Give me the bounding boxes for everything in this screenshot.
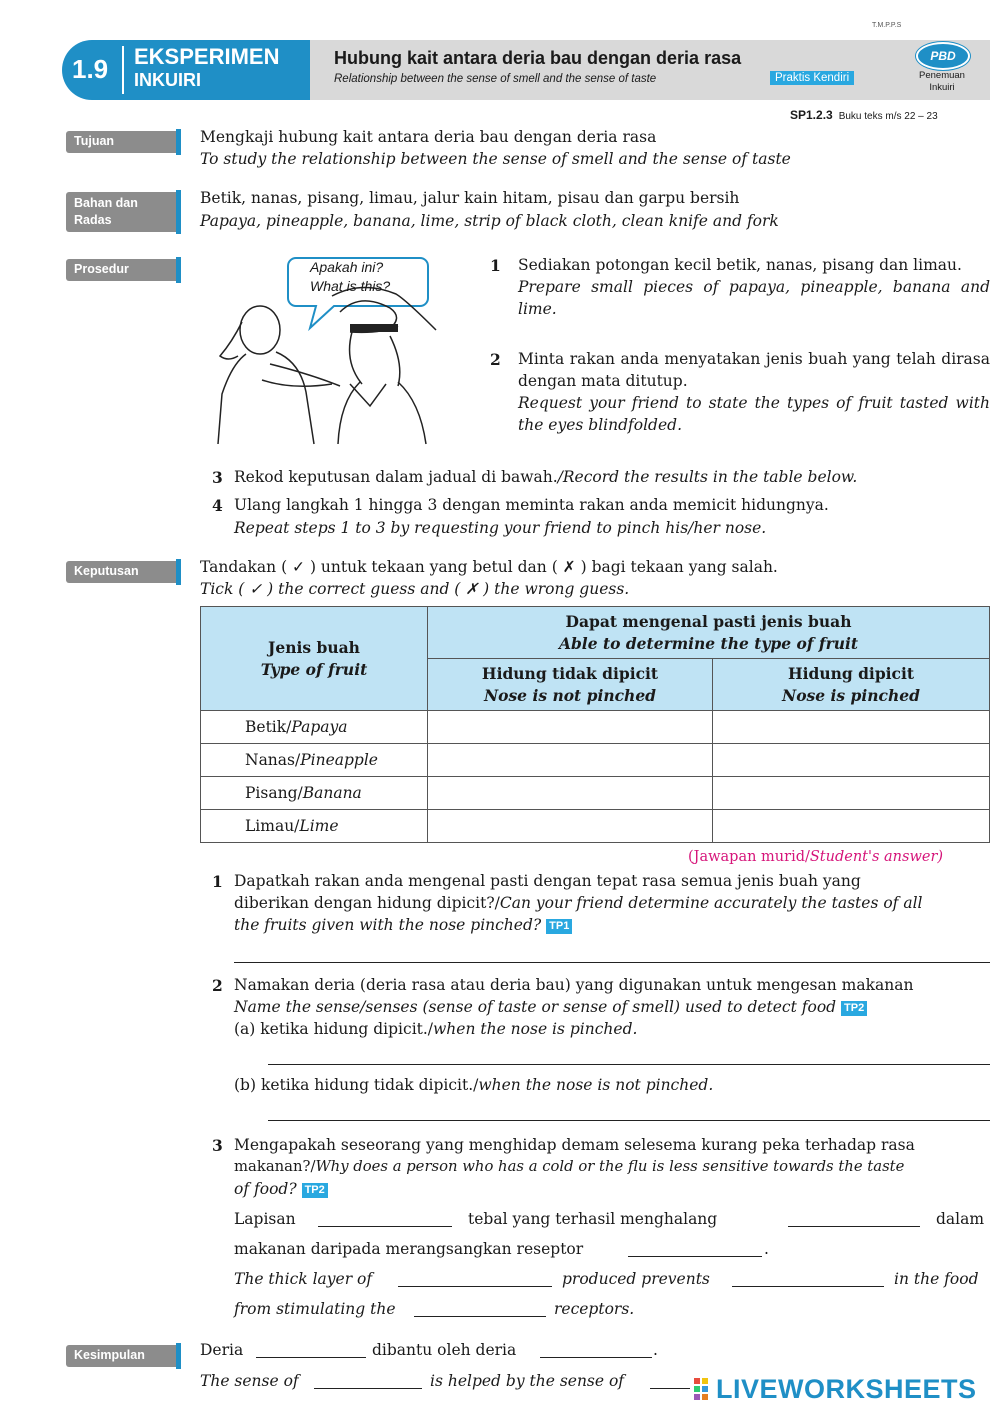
fruit-ms: Limau/ xyxy=(245,817,300,835)
col1-en: Type of fruit xyxy=(260,659,368,679)
fruit-ms: Pisang/ xyxy=(245,784,303,802)
q3-fill-ms-1: Lapisan xyxy=(234,1210,296,1228)
table-row xyxy=(201,744,990,777)
answer-cell[interactable] xyxy=(713,711,990,744)
pbd-caption-1: Penemuan xyxy=(919,70,965,81)
q2a-en: when the nose is pinched. xyxy=(433,1020,638,1038)
fill-blank[interactable] xyxy=(318,1226,452,1227)
activity-type-line1: EKSPERIMEN xyxy=(134,44,280,69)
answer-line[interactable] xyxy=(268,1120,990,1121)
table-row xyxy=(201,810,990,843)
step-3-ms: Rekod keputusan dalam jadual di bawah. xyxy=(234,468,558,486)
answer-cell[interactable] xyxy=(713,744,990,777)
fruit-en: Lime xyxy=(299,817,339,835)
tp-badge: TP1 xyxy=(546,919,572,934)
fill-blank[interactable] xyxy=(732,1286,884,1287)
sub-header-not-pinched xyxy=(428,659,713,711)
question-number: 3 xyxy=(212,1136,223,1155)
sub2-en: Nose is pinched xyxy=(782,685,920,705)
step-3-en: /Record the results in the table below. xyxy=(557,468,858,486)
fill-blank[interactable] xyxy=(414,1316,546,1317)
q3-en: Why does a person who has a cold or the flu is less sensitive towards the taste xyxy=(315,1158,905,1175)
answer-note xyxy=(688,846,943,868)
q1-en: Can your friend determine accurately the tastes of all xyxy=(499,894,923,912)
q3-fill-ms-4: makanan daripada merangsangkan reseptor xyxy=(234,1240,584,1258)
reference xyxy=(790,108,938,122)
fruit-cell xyxy=(201,810,428,843)
results-table xyxy=(200,606,990,843)
sub-header-pinched xyxy=(713,659,990,711)
praktis-badge: Praktis Kendiri xyxy=(770,71,854,85)
kesimpulan-ms-2: dibantu oleh deria xyxy=(372,1341,517,1359)
q2a xyxy=(234,1018,637,1040)
q2-en-text: Name the sense/senses (sense of taste or sense of smell) used to detect food xyxy=(234,998,837,1016)
tp-badge: TP2 xyxy=(302,1183,328,1198)
label-keputusan: Keputusan xyxy=(66,561,176,583)
col1-ms: Jenis buah xyxy=(268,637,360,657)
q3-ms: makanan?/ xyxy=(234,1158,316,1175)
step-2-ms: Minta rakan anda menyatakan jenis buah yang telah dirasa dengan mata ditutup. xyxy=(518,350,990,390)
activity-type-line2: INKUIRI xyxy=(134,70,201,90)
q3-line3 xyxy=(234,1178,328,1200)
label-bar xyxy=(176,129,181,155)
fill-blank[interactable] xyxy=(788,1226,920,1227)
step-4-en: Repeat steps 1 to 3 by requesting your friend to pinch his/her nose. xyxy=(234,519,767,537)
badge-divider xyxy=(122,46,124,94)
label-bar xyxy=(176,559,181,585)
answer-cell[interactable] xyxy=(428,777,713,810)
q2b xyxy=(234,1074,713,1096)
sub1-en: Nose is not pinched xyxy=(483,685,657,705)
fill-blank[interactable] xyxy=(650,1388,690,1389)
q3-fill-en-3: in the food xyxy=(894,1270,979,1288)
answer-note-ms: (Jawapan murid/ xyxy=(688,849,810,865)
kesimpulan-en-1: The sense of xyxy=(200,1372,299,1390)
q3-line2 xyxy=(234,1156,904,1178)
top-code: T.M.P.P.S xyxy=(872,22,902,29)
step-3 xyxy=(234,466,857,488)
label-bar xyxy=(176,1343,181,1369)
answer-note-en: Student's answer) xyxy=(809,849,944,865)
tp-badge: TP2 xyxy=(841,1001,867,1016)
label-bahan xyxy=(66,192,176,232)
q1-en-2: the fruits given with the nose pinched? xyxy=(234,916,542,934)
q2b-en: when the nose is not pinched. xyxy=(478,1076,714,1094)
answer-cell[interactable] xyxy=(713,777,990,810)
q3-fill-en-4: from stimulating the xyxy=(234,1300,396,1318)
label-bar xyxy=(176,190,181,234)
q3-fill-ms-5: . xyxy=(764,1240,769,1258)
answer-line[interactable] xyxy=(234,962,990,963)
group-ms: Dapat mengenal pasti jenis buah xyxy=(565,611,852,631)
q2-en xyxy=(234,996,867,1018)
q2a-ms: (a) ketika hidung dipicit./ xyxy=(234,1020,434,1038)
page-title: Hubung kait antara deria bau dengan deria rasa xyxy=(334,48,742,68)
answer-cell[interactable] xyxy=(428,711,713,744)
q3-fill-en-1: The thick layer of xyxy=(234,1270,373,1288)
label-bar xyxy=(176,257,181,283)
answer-line[interactable] xyxy=(268,1064,990,1065)
step-number: 1 xyxy=(490,256,501,275)
bubble-ms: Apakah ini? xyxy=(310,259,384,275)
q1-ms: diberikan dengan hidung dipicit?/ xyxy=(234,894,500,912)
fruit-en: Banana xyxy=(302,784,362,802)
group-header xyxy=(428,607,990,659)
q3-fill-en-5: receptors. xyxy=(554,1300,635,1318)
q3-fill-en-2: produced prevents xyxy=(562,1270,710,1288)
label-kesimpulan: Kesimpulan xyxy=(66,1345,176,1367)
bahan-en: Papaya, pineapple, banana, lime, strip of black cloth, clean knife and fork xyxy=(200,212,779,230)
sub2-ms: Hidung dipicit xyxy=(787,663,915,683)
liveworksheets-brand[interactable]: LIVEWORKSHEETS xyxy=(716,1374,977,1404)
step-2-en: Request your friend to state the types of fruit tasted with the eyes blindfolded. xyxy=(518,394,990,434)
answer-cell[interactable] xyxy=(713,810,990,843)
q3-en-2: of food? xyxy=(234,1180,297,1198)
kesimpulan-ms-1: Deria xyxy=(200,1341,244,1359)
q1-line3 xyxy=(234,914,572,936)
ref-code: SP1.2.3 xyxy=(790,108,833,122)
fruit-cell xyxy=(201,777,428,810)
fruit-cell xyxy=(201,744,428,777)
q3-fill-ms-3: dalam xyxy=(936,1210,985,1228)
fill-blank[interactable] xyxy=(314,1388,422,1389)
fill-blank[interactable] xyxy=(628,1256,762,1257)
fill-blank[interactable] xyxy=(398,1286,552,1287)
step-2 xyxy=(518,348,990,436)
fill-blank[interactable] xyxy=(540,1357,652,1358)
q3-fill-ms-2: tebal yang terhasil menghalang xyxy=(468,1210,718,1228)
step-1-ms: Sediakan potongan kecil betik, nanas, pisang dan limau. xyxy=(518,256,962,274)
table-row xyxy=(201,711,990,744)
q2-ms: Namakan deria (deria rasa atau deria bau) yang digunakan untuk mengesan makanan xyxy=(234,976,914,994)
step-number: 4 xyxy=(212,496,223,515)
speech-bubble-text xyxy=(310,258,390,296)
group-en: Able to determine the type of fruit xyxy=(558,633,859,653)
q3-line1: Mengapakah seseorang yang menghidap demam selesema kurang peka terhadap rasa xyxy=(234,1136,915,1154)
pbd-caption-2: Inkuiri xyxy=(929,82,955,93)
step-1 xyxy=(518,254,990,320)
keputusan-en: Tick ( ✓ ) the correct guess and ( ✗ ) the wrong guess. xyxy=(200,580,630,598)
activity-number: 1.9 xyxy=(72,54,109,84)
kesimpulan-ms-3: . xyxy=(653,1341,658,1359)
kesimpulan-en-2: is helped by the sense of xyxy=(430,1372,625,1390)
q1-line1: Dapatkah rakan anda mengenal pasti dengan tepat rasa semua jenis buah yang xyxy=(234,872,861,890)
pbd-logo: PBD xyxy=(916,42,970,70)
step-1-en: Prepare small pieces of papaya, pineapple, banana and lime. xyxy=(518,278,990,318)
keputusan-ms: Tandakan ( ✓ ) untuk tekaan yang betul dan ( ✗ ) bagi tekaan yang salah. xyxy=(200,558,778,576)
step-number: 3 xyxy=(212,468,223,487)
col-header-fruit xyxy=(201,607,428,711)
fruit-cell xyxy=(201,711,428,744)
q2b-ms: (b) ketika hidung tidak dipicit./ xyxy=(234,1076,479,1094)
fruit-en: Pineapple xyxy=(300,751,378,769)
answer-cell[interactable] xyxy=(428,810,713,843)
step-4-ms: Ulang langkah 1 hingga 3 dengan meminta rakan anda memicit hidungnya. xyxy=(234,496,829,514)
fruit-ms: Nanas/ xyxy=(245,751,301,769)
ref-book: Buku teks m/s 22 – 23 xyxy=(838,111,938,122)
label-bahan-1: Bahan dan xyxy=(74,196,138,210)
question-number: 2 xyxy=(212,976,223,995)
bahan-ms: Betik, nanas, pisang, limau, jalur kain hitam, pisau dan garpu bersih xyxy=(200,189,740,207)
label-prosedur: Prosedur xyxy=(66,259,176,281)
tujuan-ms: Mengkaji hubung kait antara deria bau dengan deria rasa xyxy=(200,128,657,146)
bubble-en: What is this? xyxy=(310,278,391,294)
tujuan-en: To study the relationship between the sense of smell and the sense of taste xyxy=(200,150,791,168)
answer-cell[interactable] xyxy=(428,744,713,777)
fruit-ms: Betik/ xyxy=(245,718,292,736)
step-number: 2 xyxy=(490,350,501,369)
fill-blank[interactable] xyxy=(256,1357,366,1358)
table-row xyxy=(201,777,990,810)
question-number: 1 xyxy=(212,872,223,891)
label-tujuan: Tujuan xyxy=(66,131,176,153)
label-bahan-2: Radas xyxy=(74,213,112,227)
q1-line2 xyxy=(234,892,923,914)
page-subtitle: Relationship between the sense of smell and the sense of taste xyxy=(334,73,657,85)
sub1-ms: Hidung tidak dipicit xyxy=(481,663,659,683)
fruit-en: Papaya xyxy=(291,718,348,736)
